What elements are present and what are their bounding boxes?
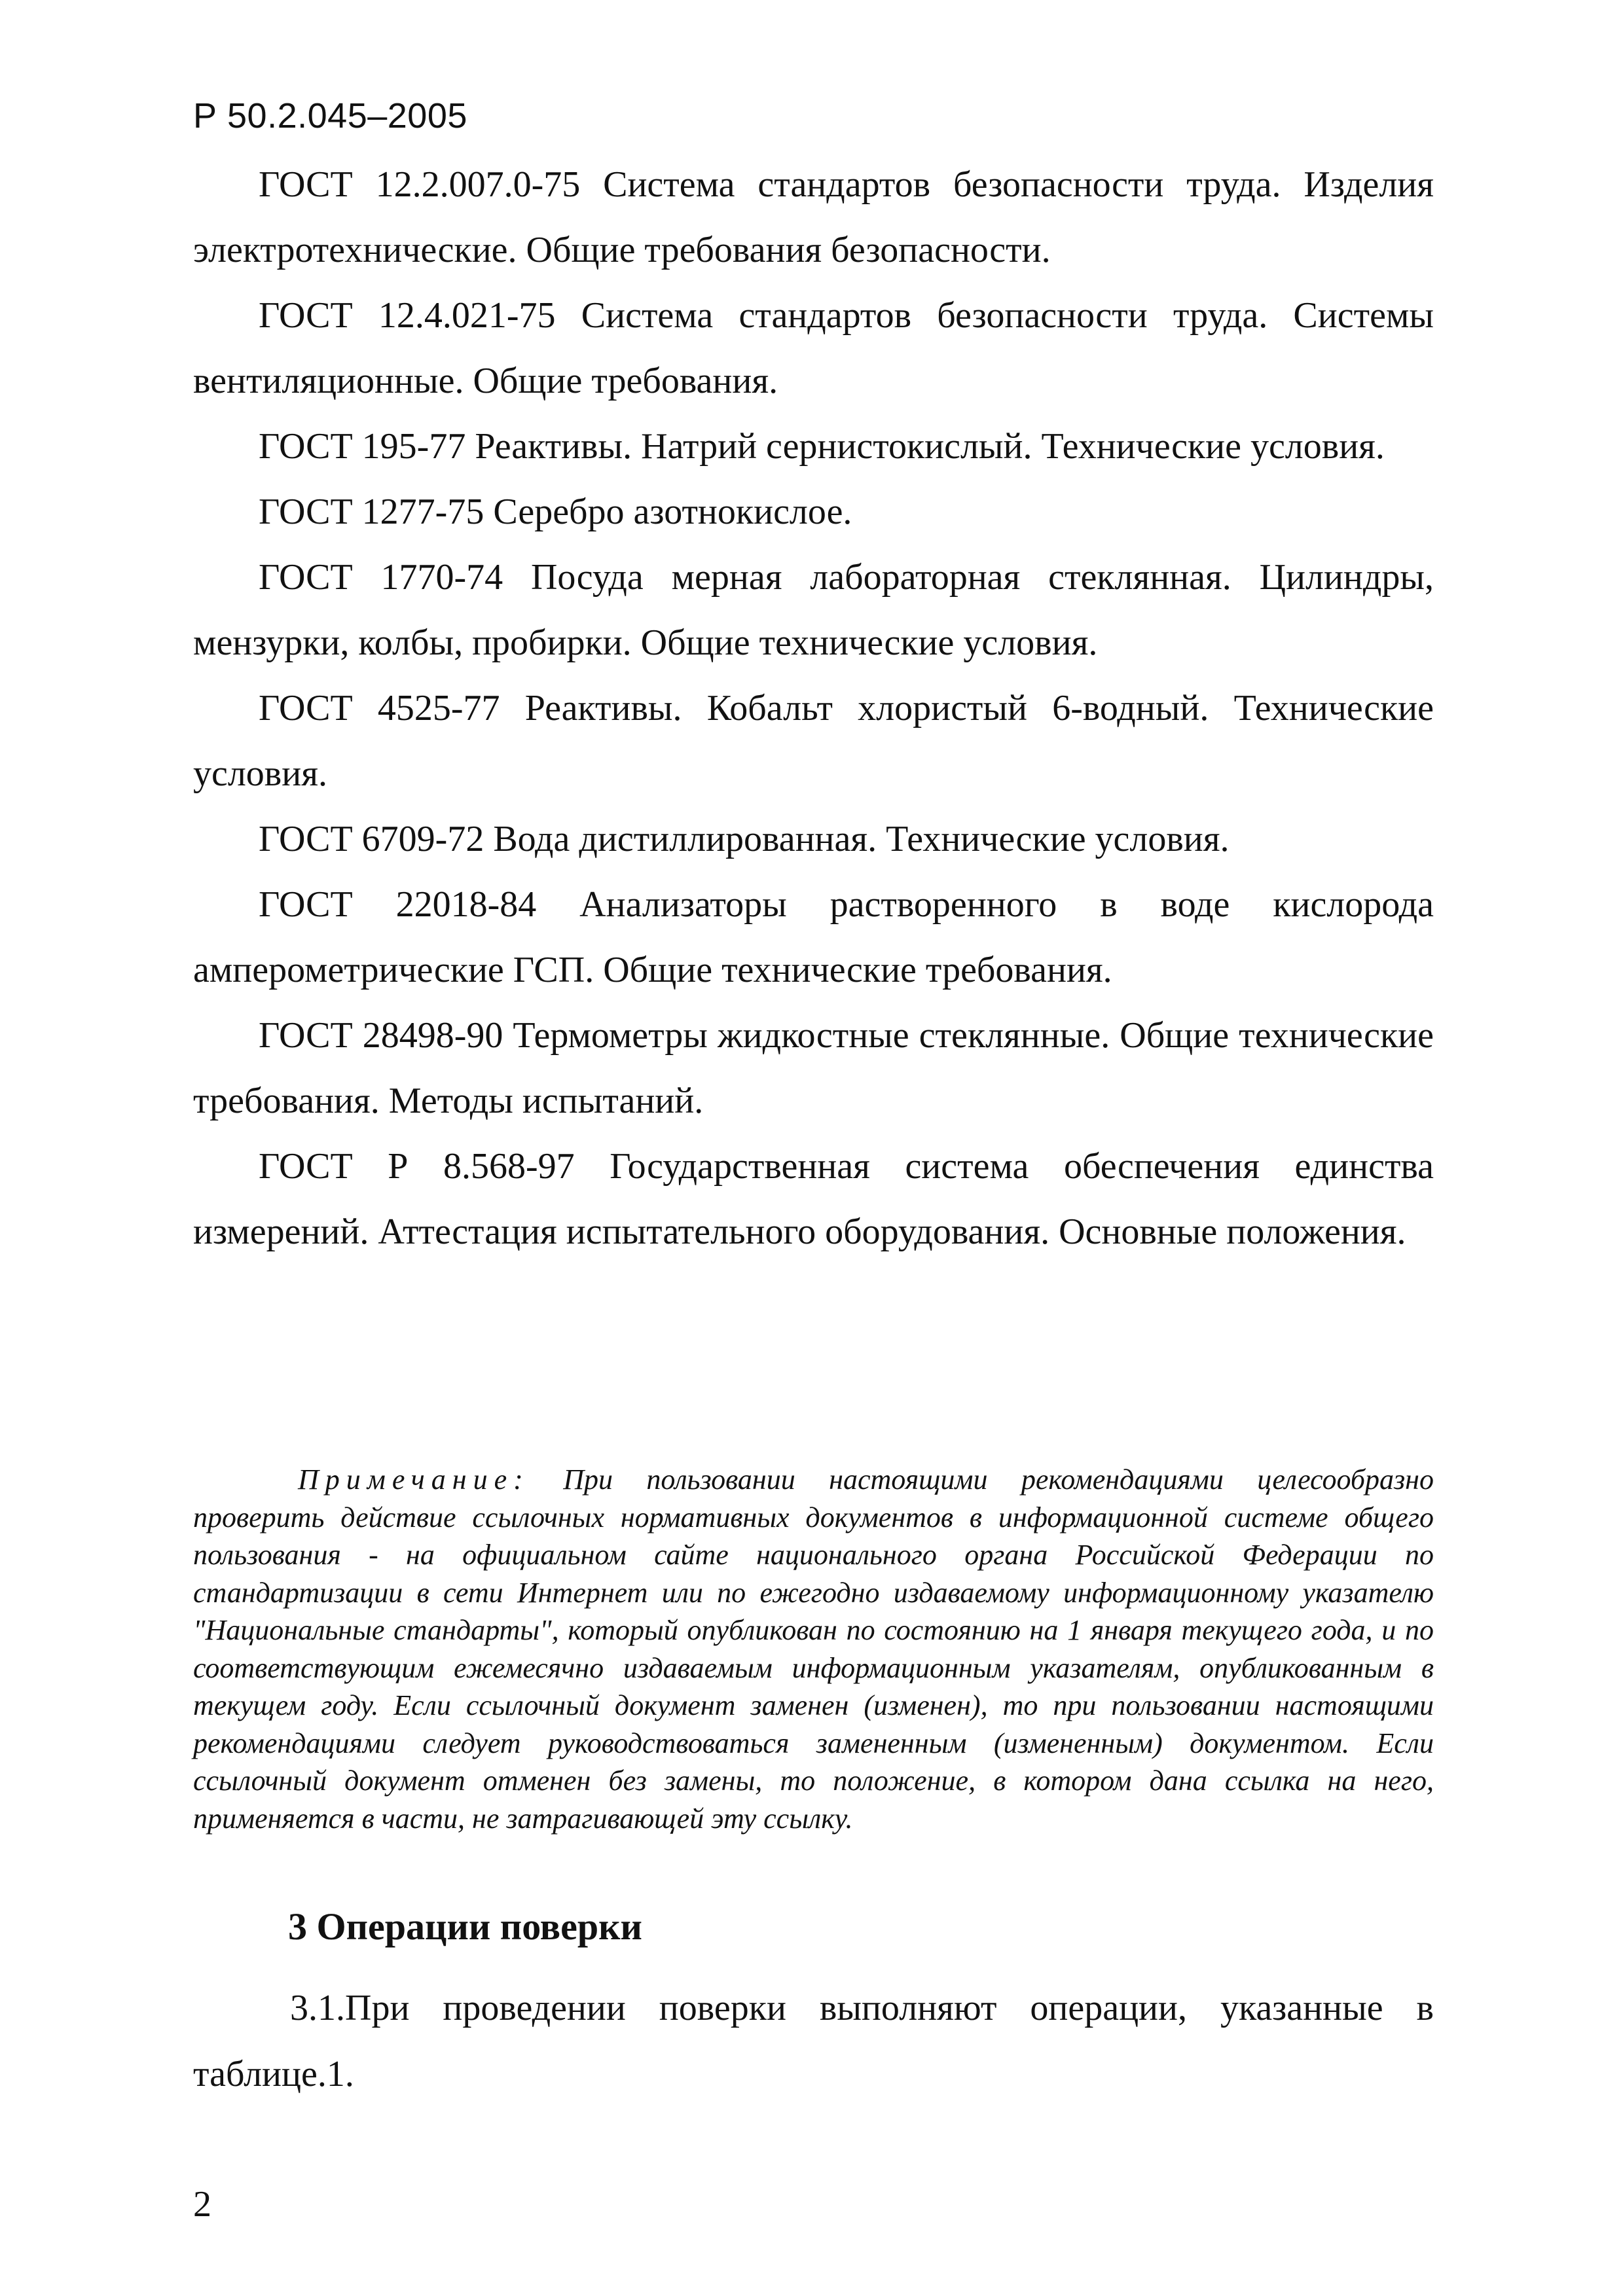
note-paragraph (193, 1461, 1434, 1837)
note-label: Примечание: (298, 1463, 530, 1496)
reference-item: ГОСТ 1277-75 Серебро азотнокислое. (259, 492, 852, 532)
reference-item: ГОСТ 4525-77 Реактивы. Кобальт хлористый 6-водный. Технические условия. (193, 688, 1434, 794)
note-text: При пользовании настоящими рекомендациями целесообразно проверить действие ссылочных нормативных документов в информационной системе общего пользования - на официальном сайте национального органа Российской Федерации по стандартизации в сети Интернет или по ежегодно издаваемому информационному указателю "Национальные стандарты", который опубликован по состоянию на 1 января текущего года, и по соответствующим ежемесячно издаваемым информационным указателям, опубликованным в текущем году. Если ссылочный документ заменен (изменен), то при пользовании настоящими рекомендациями следует руководствоваться замененным (измененным) документом. Если ссылочный документ отменен без замены, то положение, в котором дана ссылка на него, применяется в части, не затрагивающей эту ссылку. (193, 1463, 1434, 1835)
document-code: Р 50.2.045–2005 (193, 96, 467, 135)
section-paragraph: 3.1.При проведении поверки выполняют операции, указанные в таблице.1. (193, 1988, 1434, 2094)
normative-references-list (193, 152, 1434, 1265)
page-number: 2 (193, 2184, 211, 2225)
section-heading: 3 Операции поверки (288, 1905, 642, 1948)
reference-item: ГОСТ 12.2.007.0-75 Система стандартов безопасности труда. Изделия электротехнические. Общие требования безопасности. (193, 164, 1434, 270)
reference-item: ГОСТ 1770-74 Посуда мерная лабораторная стеклянная. Цилиндры, мензурки, колбы, пробирки. Общие технические условия. (193, 557, 1434, 663)
reference-item: ГОСТ 6709-72 Вода дистиллированная. Технические условия. (259, 819, 1230, 859)
reference-item: ГОСТ Р 8.568-97 Государственная система обеспечения единства измерений. Аттестация испытательного оборудования. Основные положения. (193, 1146, 1434, 1252)
reference-item: ГОСТ 28498-90 Термометры жидкостные стеклянные. Общие технические требования. Методы испытаний. (193, 1015, 1434, 1121)
reference-item: ГОСТ 22018-84 Анализаторы растворенного в воде кислорода амперометрические ГСП. Общие технические требования. (193, 884, 1434, 990)
reference-item: ГОСТ 195-77 Реактивы. Натрий сернистокислый. Технические условия. (259, 426, 1385, 467)
reference-item: ГОСТ 12.4.021-75 Система стандартов безопасности труда. Системы вентиляционные. Общие требования. (193, 295, 1434, 401)
